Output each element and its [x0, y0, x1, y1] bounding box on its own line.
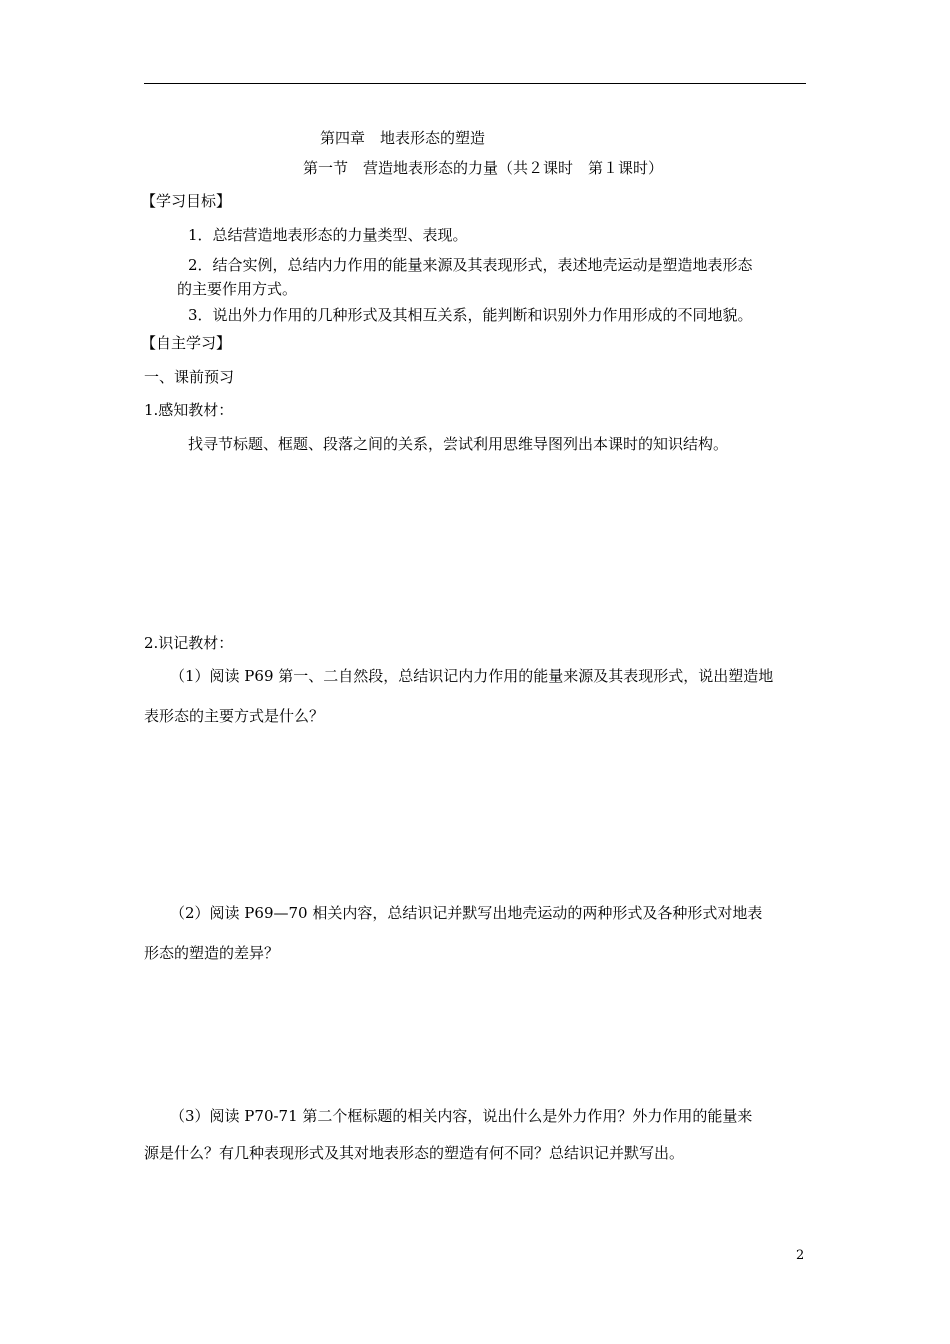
- q2-1-line2: 表形态的主要方式是什么？: [144, 707, 325, 725]
- q2-1-line1: （1）阅读 P69 第一、二自然段，总结识记内力作用的能量来源及其表现形式，说出塑造地: [170, 667, 774, 685]
- page-number: 2: [796, 1248, 805, 1263]
- q1-text: 找寻节标题、框题、段落之间的关系，尝试利用思维导图列出本课时的知识结构。: [188, 435, 729, 453]
- q2-2-line2: 形态的塑造的差异？: [144, 944, 280, 962]
- chapter-title: 第四章 地表形态的塑造: [320, 129, 486, 147]
- self-study-heading: 【自主学习】: [141, 334, 232, 352]
- q2-label: 2.识记教材：: [144, 634, 234, 652]
- goals-heading: 【学习目标】: [141, 192, 232, 210]
- q2-3-line1: （3）阅读 P70-71 第二个框标题的相关内容，说出什么是外力作用？外力作用的能量来: [170, 1107, 753, 1125]
- part1-heading: 一、课前预习: [144, 368, 235, 386]
- section-title: 第一节 营造地表形态的力量（共２课时 第１课时）: [303, 159, 664, 177]
- q1-label: 1.感知教材：: [144, 401, 234, 419]
- goal-item: 1．总结营造地表形态的力量类型、表现。: [188, 226, 468, 244]
- header-rule: [144, 83, 806, 84]
- goal-item: 2．结合实例，总结内力作用的能量来源及其表现形式，表述地壳运动是塑造地表形态: [188, 256, 753, 274]
- goal-item: 3．说出外力作用的几种形式及其相互关系，能判断和识别外力作用形成的不同地貌。: [188, 306, 753, 324]
- q2-3-line2: 源是什么？有几种表现形式及其对地表形态的塑造有何不同？总结识记并默写出。: [144, 1144, 685, 1162]
- goal-item: 的主要作用方式。: [177, 280, 298, 298]
- q2-2-line1: （2）阅读 P69—70 相关内容，总结识记并默写出地壳运动的两种形式及各种形式对地表: [170, 904, 763, 922]
